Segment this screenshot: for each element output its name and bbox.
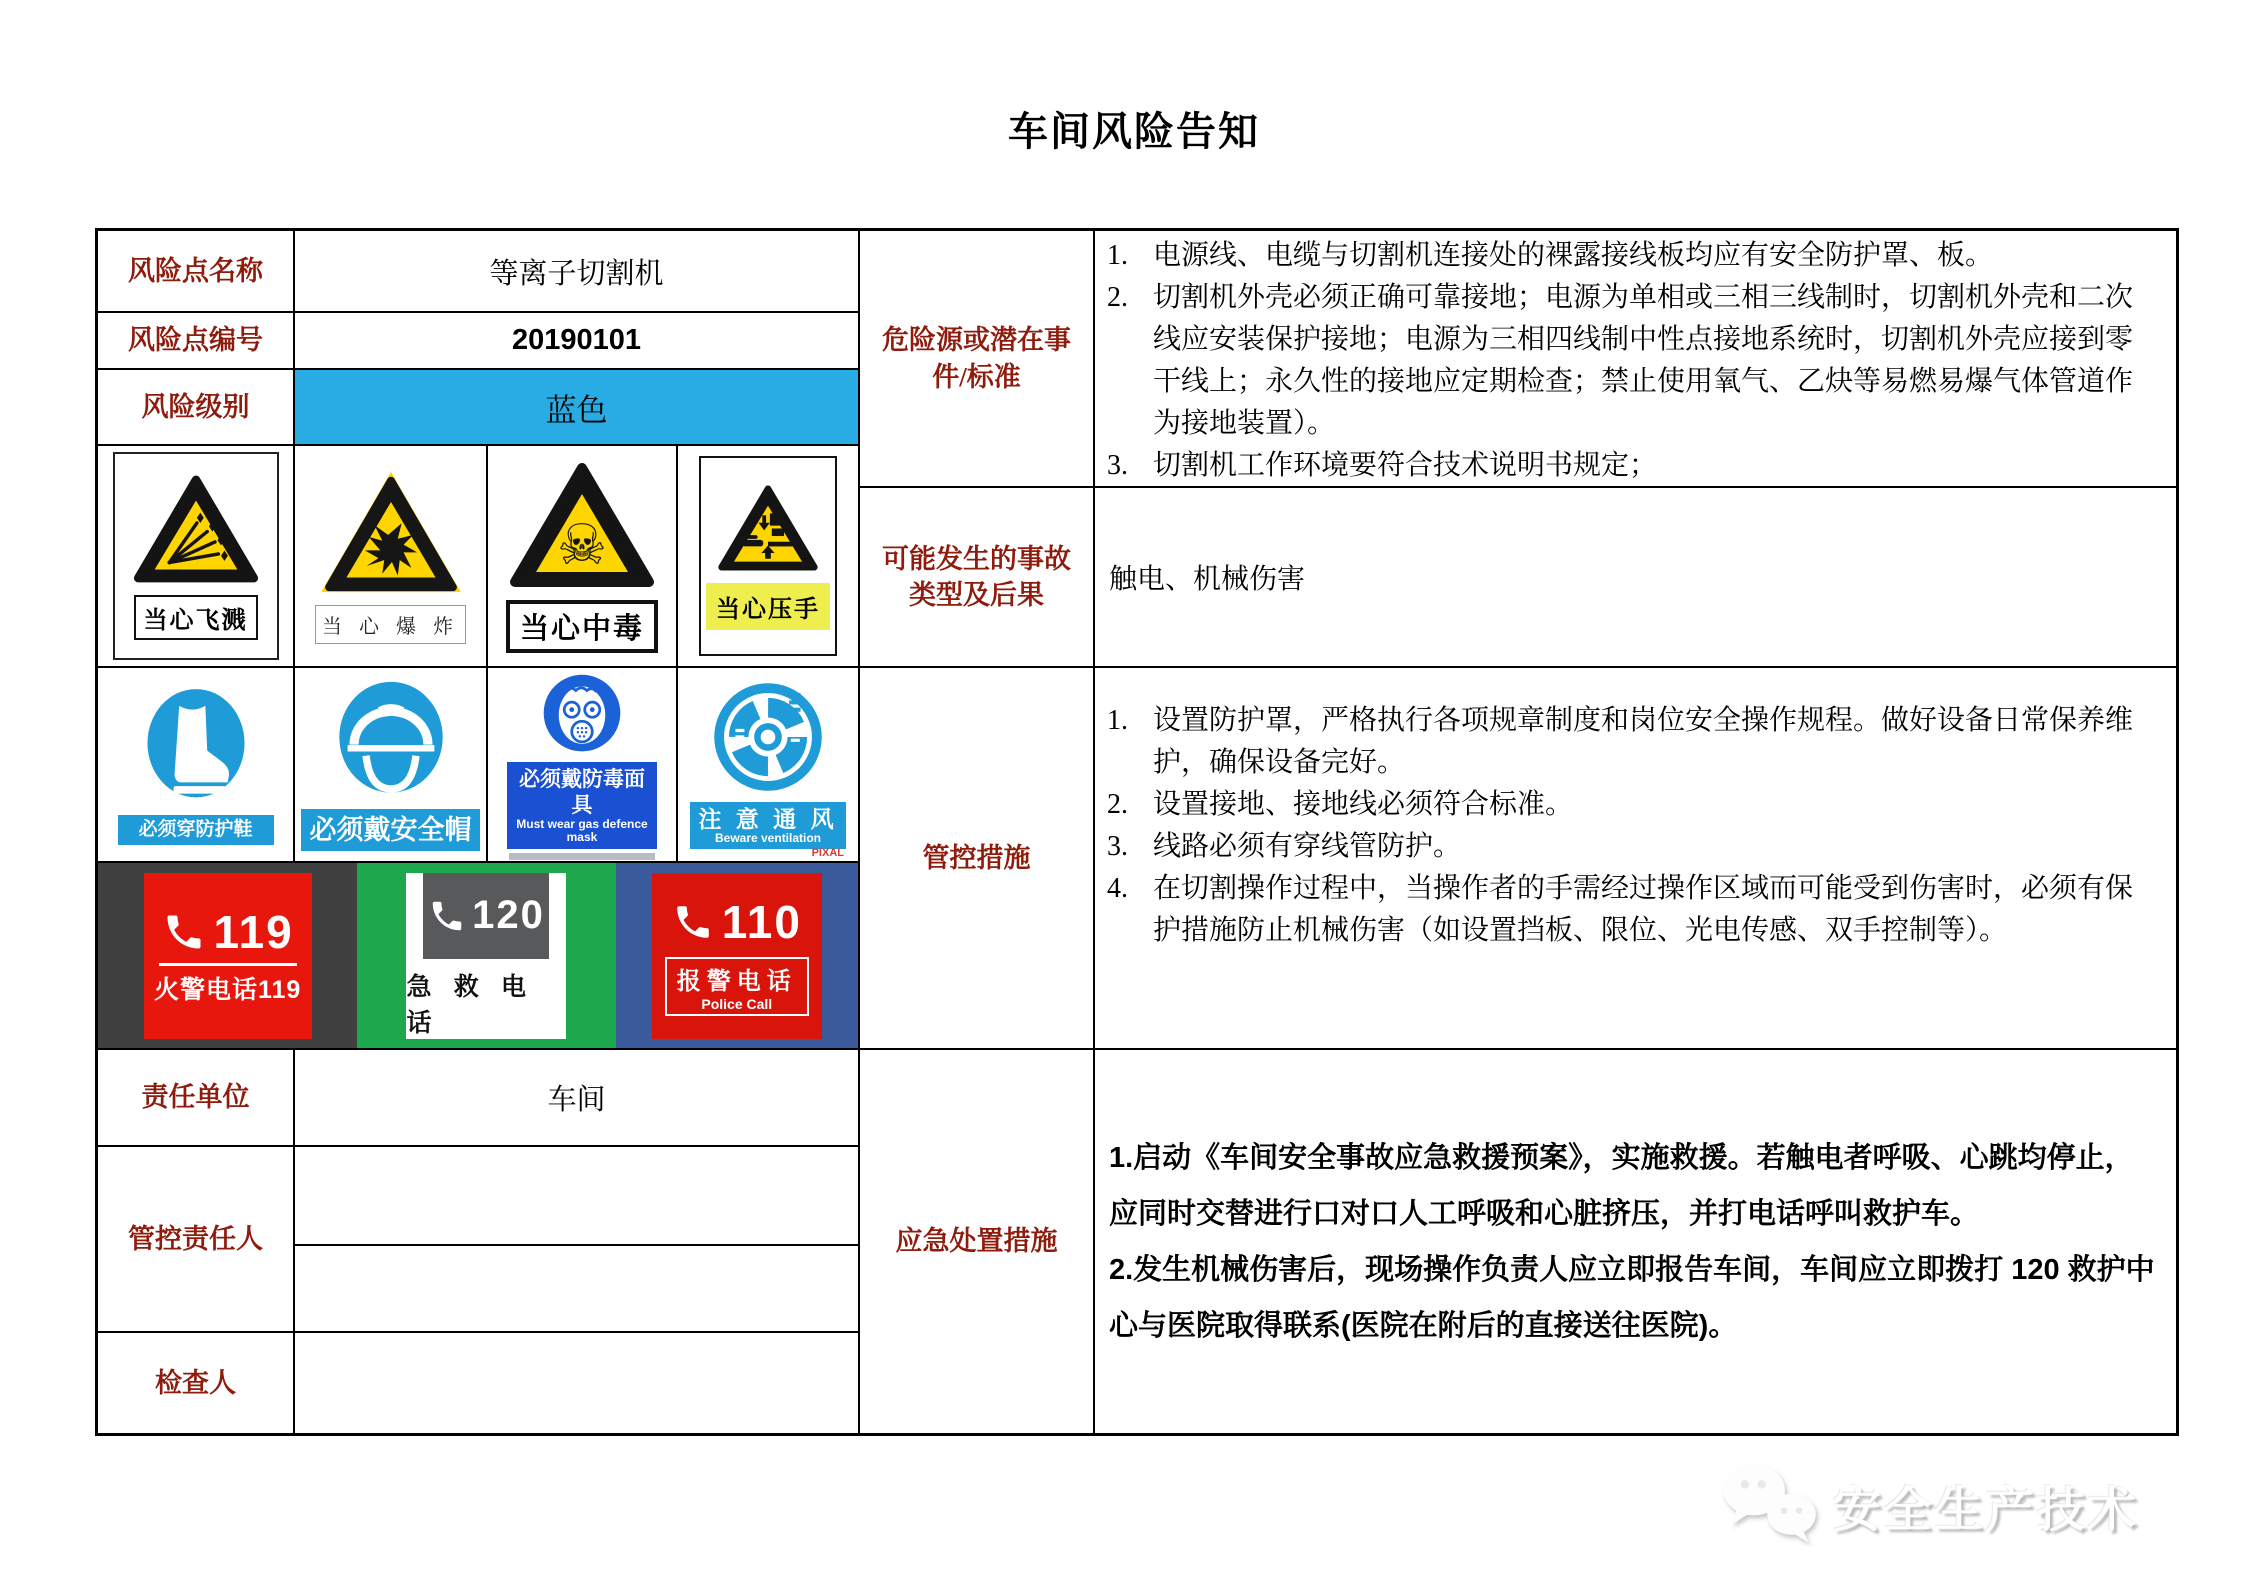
sign-gray-strip	[509, 853, 655, 859]
risk-level-value: 蓝色	[545, 392, 608, 428]
mandatory-sign-label-en: Must wear gas defence mask	[516, 816, 648, 844]
ambulance-phone-block	[357, 863, 615, 1048]
person-label-cell	[98, 1147, 295, 1333]
warning-sign-hand-crush	[699, 456, 837, 656]
fire-phone-number: 119	[213, 906, 294, 958]
warning-sign-poison	[494, 450, 670, 662]
fire-phone-caption: 火警电话119	[153, 976, 302, 1004]
list-item: 4. 在切割操作过程中，当操作者的手需经过操作区域而可能受到伤害时，必须有保护措施防止机械伤害（如设置挡板、限位、光电传感、双手控制等）。	[1107, 873, 2134, 946]
list-item: 2. 设置接地、接地线必须符合标准。	[1107, 789, 1574, 820]
risk-no-label: 风险点编号	[128, 325, 263, 356]
warning-sign-label: 当 心 爆 炸	[315, 605, 466, 644]
explosion-warning-icon	[316, 469, 466, 595]
list-item: 1. 设置防护罩，严格执行各项规章制度和岗位安全操作规程。做好设备日常保养维护，确保设备完好。	[1107, 705, 2134, 778]
mandatory-sign-label	[690, 802, 846, 850]
phone-handset-icon	[672, 901, 714, 943]
list-item: 3. 线路必须有穿线管防护。	[1107, 831, 1462, 862]
emergency-paragraph: 1.启动《车间安全事故应急救援预案》，实施救援。若触电者呼吸、心跳均停止，应同时交替进行口对口人工呼吸和心脏挤压，并打电话呼叫救护车。	[1109, 1141, 2134, 1230]
control-label-cell	[860, 668, 1095, 1050]
inspector-label: 检查人	[155, 1367, 236, 1398]
accident-label-cell	[860, 488, 1095, 668]
brand-text: 安全生产技术	[1833, 1483, 2140, 1537]
warning-sign-label: 当心压手	[706, 583, 830, 630]
divider	[159, 963, 297, 966]
police-phone-sign	[652, 873, 822, 1039]
ambulance-phone-sign	[406, 873, 566, 1039]
mandatory-sign-cell-4	[678, 668, 860, 863]
person-label: 管控责任人	[128, 1223, 263, 1254]
stock-watermark: PIXAL	[811, 846, 844, 859]
risk-table	[95, 228, 2179, 1436]
unit-value-cell	[295, 1050, 860, 1147]
risk-no-value-cell	[295, 313, 860, 370]
brand-footer	[1715, 1440, 2225, 1570]
accident-label: 可能发生的事故类型及后果	[882, 543, 1071, 610]
splash-warning-icon	[130, 473, 262, 585]
warning-sign-cell-4	[678, 446, 860, 668]
mandatory-sign-label: 必须穿防护鞋	[118, 815, 274, 845]
risk-name-value: 等离子切割机	[489, 257, 664, 290]
hazard-label-cell	[860, 231, 1095, 488]
fire-phone-top	[162, 905, 294, 959]
police-phone-number: 110	[721, 896, 802, 948]
emergency-text	[1095, 1130, 2176, 1354]
mandatory-sign-label	[507, 762, 657, 849]
control-list	[1095, 696, 2176, 952]
ambulance-phone-caption: 急 救 电 话	[406, 973, 534, 1037]
person-cell-divider	[295, 1244, 858, 1246]
emergency-label: 应急处置措施	[895, 1226, 1058, 1257]
phone-handset-icon	[162, 910, 206, 954]
risk-level-value-cell	[295, 370, 860, 446]
wechat-icon	[1715, 1457, 1827, 1553]
police-phone-block	[616, 863, 858, 1048]
warning-sign-label: 当心飞溅	[134, 595, 258, 640]
unit-label: 责任单位	[141, 1082, 250, 1113]
skull-icon: ☠	[556, 512, 608, 578]
phone-signs-strip	[98, 863, 860, 1050]
risk-name-label-cell	[98, 231, 295, 313]
mandatory-sign-label-cn: 注 意 通 风	[698, 805, 838, 832]
list-item: 2. 切割机外壳必须正确可靠接地；电源为单相或三相三线制时，切割机外壳和二次线应安装保护接地；电源为三相四线制中性点接地系统时，切割机外壳应接到零干线上；永久性的接地应定期检查；禁止使用氧气、乙炔等易燃易爆气体管道作为接地装置）。	[1107, 282, 2134, 439]
emergency-value-cell	[1095, 1050, 2176, 1433]
inspector-label-cell	[98, 1333, 295, 1433]
gas-mask-icon	[526, 670, 638, 759]
list-item: 3. 切割机工作环境要符合技术说明书规定；	[1107, 450, 1658, 481]
risk-no-value: 20190101	[511, 324, 642, 356]
boot-icon	[140, 685, 252, 807]
warning-sign-cell-1	[98, 446, 295, 668]
mandatory-sign-label: 必须戴安全帽	[301, 809, 480, 851]
fire-phone-sign	[144, 873, 312, 1039]
accident-value: 触电、机械伤害	[1109, 564, 1306, 595]
police-phone-top	[672, 895, 802, 949]
mandatory-sign-cell-1	[98, 668, 295, 863]
risk-level-label-cell	[98, 370, 295, 446]
helmet-icon	[331, 679, 451, 801]
mandatory-sign-gas-mask	[509, 670, 655, 860]
warning-sign-label: 当心中毒	[506, 600, 658, 653]
warning-sign-cell-2	[295, 446, 488, 668]
police-phone-caption-en: Police Call	[701, 996, 773, 1012]
hazard-value-cell	[1095, 231, 2176, 488]
skull-warning-icon	[503, 460, 661, 590]
phone-handset-icon	[428, 897, 466, 935]
person-value-cell	[295, 1147, 860, 1333]
unit-value: 车间	[547, 1084, 606, 1116]
police-phone-caption: 报警电话	[676, 968, 797, 995]
hazard-list	[1095, 231, 2176, 487]
warning-sign-splash	[113, 452, 279, 660]
hand-press-warning-icon	[716, 483, 820, 573]
inspector-value-cell	[295, 1333, 860, 1433]
mandatory-sign-label-cn: 必须戴防毒面具	[519, 768, 645, 817]
warning-sign-explosion	[301, 451, 480, 661]
control-value-cell	[1095, 668, 2176, 1050]
mandatory-sign-boots	[118, 672, 274, 857]
risk-no-label-cell	[98, 313, 295, 370]
page-title: 车间风险告知	[1008, 109, 1260, 154]
hazard-label: 危险源或潜在事件/标准	[882, 325, 1071, 392]
unit-label-cell	[98, 1050, 295, 1147]
control-label: 管控措施	[922, 842, 1031, 873]
mandatory-sign-ventilation	[690, 671, 846, 859]
police-phone-captions	[665, 957, 809, 1016]
list-item: 1. 电源线、电缆与切割机连接处的裸露接线板均应有安全防护罩、板。	[1107, 240, 1994, 271]
risk-name-label: 风险点名称	[128, 255, 263, 286]
emergency-label-cell	[860, 1050, 1095, 1433]
ambulance-phone-number: 120	[472, 893, 545, 937]
ambulance-phone-top	[423, 873, 549, 959]
risk-level-label: 风险级别	[141, 391, 250, 422]
mandatory-sign-helmet	[301, 671, 480, 859]
accident-value-cell	[1095, 488, 2176, 668]
mandatory-sign-label-en: Beware ventilation	[714, 831, 822, 846]
mandatory-sign-cell-2	[295, 668, 488, 863]
emergency-paragraph: 2.发生机械伤害后，现场操作负责人应立即报告车间，车间应立即拨打 120 救护中心与医院取得联系(医院在附后的直接送往医院)。	[1109, 1253, 2155, 1342]
risk-name-value-cell	[295, 231, 860, 313]
fan-icon	[711, 680, 825, 794]
warning-sign-cell-3	[488, 446, 678, 668]
mandatory-sign-cell-3	[488, 668, 678, 863]
fire-phone-block	[98, 863, 357, 1048]
